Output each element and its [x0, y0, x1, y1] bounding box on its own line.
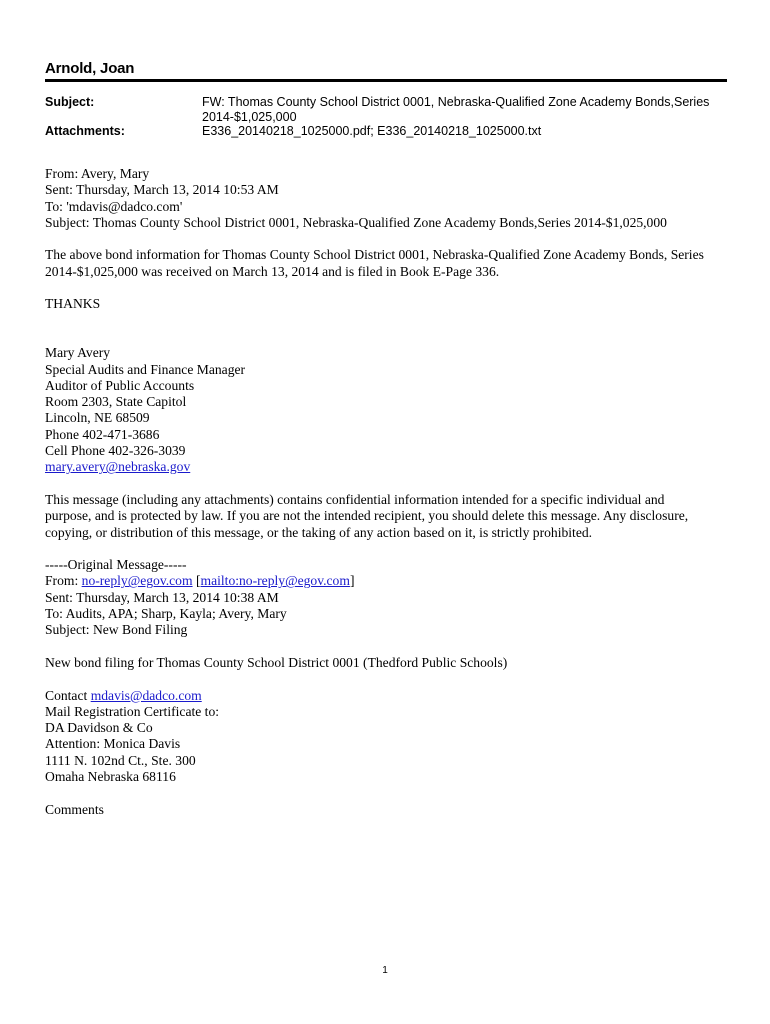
attachments-value[interactable]: E336_20140218_1025000.pdf; E336_20140218_1025000.txt: [202, 124, 542, 138]
disclaimer-line-1: This message (including any attachments) contains confidential information intended for a specific individual and: [45, 491, 665, 507]
forward-to: To: 'mdavis@dadco.com': [45, 198, 183, 214]
email-body: [45, 166, 735, 818]
filing-text: New bond filing for Thomas County School District 0001 (Thedford Public Schools): [45, 654, 508, 670]
subject-value-line-1: FW: Thomas County School District 0001, Nebraska-Qualified Zone Academy Bonds,Series: [202, 95, 710, 109]
contact-prefix: Contact: [45, 687, 91, 703]
signature-name: Mary Avery: [45, 345, 111, 361]
forward-sent: Sent: Thursday, March 13, 2014 10:53 AM: [45, 182, 279, 198]
page-number: 1: [382, 965, 388, 976]
disclaimer-line-2: purpose, and is protected by law. If you are not the intended recipient, you should delete this message. Any disclosure,: [45, 508, 689, 524]
original-sent: Sent: Thursday, March 13, 2014 10:38 AM: [45, 589, 279, 605]
original-message-divider: -----Original Message-----: [45, 557, 187, 573]
company-name: DA Davidson & Co: [45, 720, 153, 736]
signature-office: Auditor of Public Accounts: [45, 377, 195, 393]
signature-cell: Cell Phone 402-326-3039: [45, 443, 186, 459]
contact-email-link[interactable]: mdavis@dadco.com: [90, 687, 202, 703]
signature-city: Lincoln, NE 68509: [45, 410, 150, 426]
attachments-label: Attachments:: [45, 124, 125, 138]
mailto-close-bracket: ]: [349, 573, 355, 589]
comments-label: Comments: [45, 801, 104, 817]
disclaimer-line-3: copying, or distribution of this message, or the taking of any action based on it, is strictly prohibited.: [45, 524, 593, 540]
header-divider: [45, 79, 727, 82]
original-from: [45, 573, 735, 589]
street-address: 1111 N. 102nd Ct., Ste. 300: [45, 752, 196, 768]
subject-label: Subject:: [45, 95, 95, 109]
mail-registration-text: Mail Registration Certificate to:: [45, 703, 220, 719]
signature-email-link[interactable]: mary.avery@nebraska.gov: [45, 459, 191, 475]
original-subject: Subject: New Bond Filing: [45, 622, 188, 638]
signature-phone: Phone 402-471-3686: [45, 426, 160, 442]
original-mailto-link[interactable]: mailto:no-reply@egov.com: [200, 573, 350, 589]
forward-subject: Subject: Thomas County School District 0001, Nebraska-Qualified Zone Academy Bonds,Series 2014-$1,025,000: [45, 214, 667, 230]
message-line-2: 2014-$1,025,000 was received on March 13, 2014 and is filed in Book E-Page 336.: [45, 263, 500, 279]
subject-value-line-2: 2014-$1,025,000: [202, 110, 297, 124]
attention-line: Attention: Monica Davis: [45, 736, 181, 752]
signature-title: Special Audits and Finance Manager: [45, 361, 246, 377]
contact-line: [45, 688, 735, 704]
sender-name-heading: Arnold, Joan: [45, 60, 135, 77]
original-from-prefix: From:: [45, 573, 82, 589]
attachments-row: [45, 124, 727, 140]
forward-from: From: Avery, Mary: [45, 166, 150, 181]
thanks-text: THANKS: [45, 296, 101, 312]
original-to: To: Audits, APA; Sharp, Kayla; Avery, Mary: [45, 606, 287, 622]
message-line-1: The above bond information for Thomas County School District 0001, Nebraska-Qualified Zone Academy Bonds, Series: [45, 247, 704, 263]
signature-room: Room 2303, State Capitol: [45, 394, 187, 410]
mailto-open-bracket: [: [192, 573, 201, 589]
subject-row: [45, 95, 727, 127]
subject-value: [202, 95, 732, 125]
original-from-email-link[interactable]: no-reply@egov.com: [81, 573, 193, 589]
city-address: Omaha Nebraska 68116: [45, 768, 176, 784]
